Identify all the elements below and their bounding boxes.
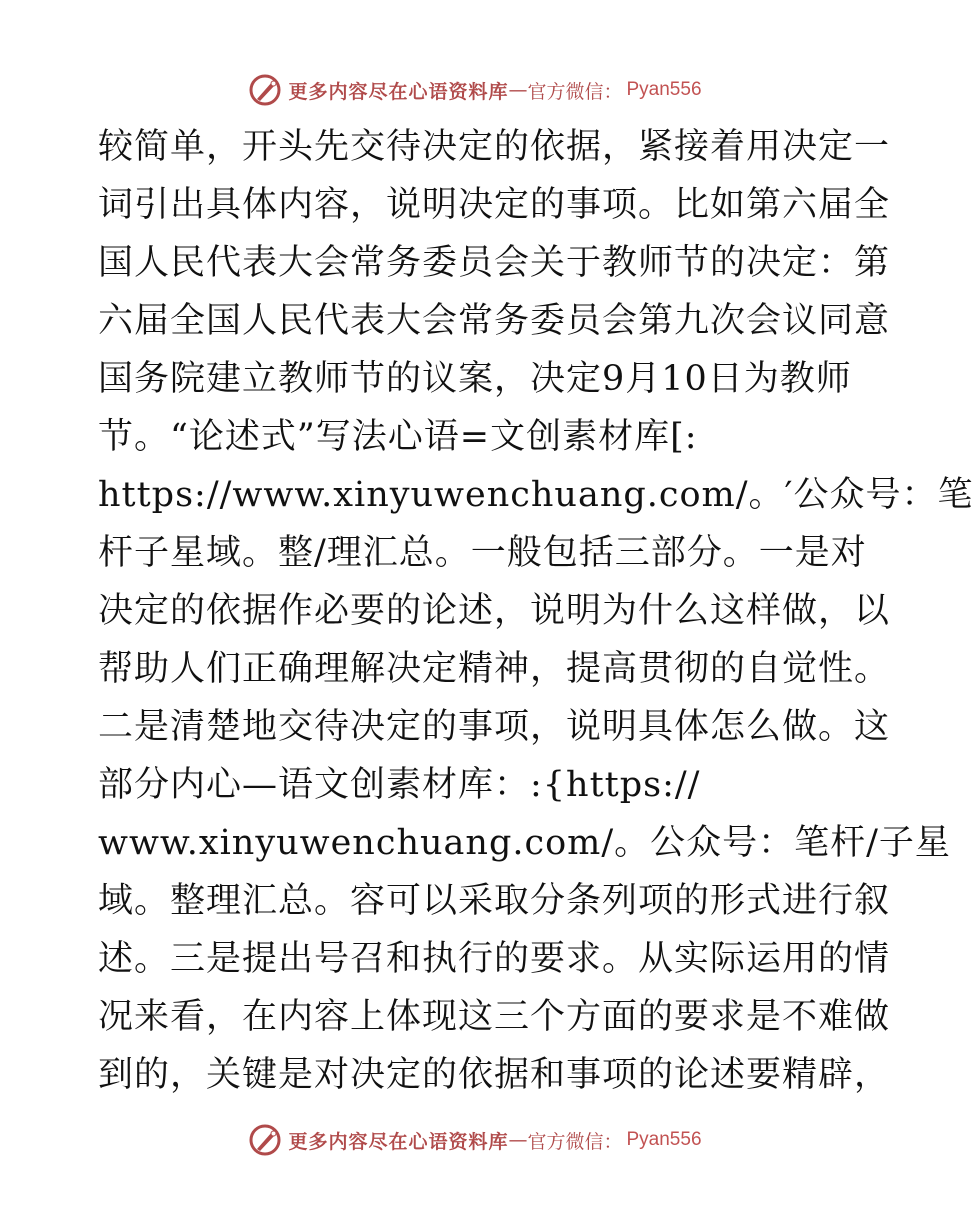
body-line: 二是清楚地交待决定的事项，说明具体怎么做。这 (98, 707, 891, 747)
body-line: 六届全国人民代表大会常务委员会第九次会议同意 (98, 301, 891, 341)
body-line: 词引出具体内容，说明决定的事项。比如第六届全 (98, 185, 891, 225)
body-line: 国务院建立教师节的议案，决定9月10日为教师 (98, 359, 852, 399)
banner-handle: Pyan556 (626, 79, 702, 100)
body-line: 决定的依据作必要的论述，说明为什么这样做，以 (98, 591, 891, 631)
banner-separator: — (508, 1129, 528, 1151)
body-line: 述。三是提出号召和执行的要求。从实际运用的情 (98, 939, 891, 979)
banner-separator: — (508, 79, 528, 101)
body-line: www.xinyuwenchuang.com/。公众号：笔杆/子星 (98, 823, 951, 863)
body-line: 到的，关键是对决定的依据和事项的论述要精辟， (98, 1055, 891, 1095)
body-line: 部分内心—语文创素材库：:{https:// (98, 765, 701, 805)
body-line: 国人民代表大会常务委员会关于教师节的决定：第 (98, 243, 891, 283)
body-line: 帮助人们正确理解决定精神，提高贯彻的自觉性。 (98, 649, 891, 689)
body-line: 域。整理汇总。容可以采取分条列项的形式进行叙 (98, 881, 891, 921)
banner-wechat-label: 官方微信： (527, 1130, 623, 1153)
body-line: 节。“论述式”写法心语=文创素材库[: (98, 417, 698, 457)
banner-brand: 更多内容尽在心语资料库 (288, 80, 509, 103)
document-body (98, 118, 974, 1104)
body-line: 况来看，在内容上体现这三个方面的要求是不难做 (98, 997, 891, 1037)
pen-logo-icon (248, 1123, 282, 1157)
body-line: 杆子星域。整/理汇总。一般包括三部分。一是对 (98, 533, 867, 573)
footer-banner (0, 1120, 950, 1160)
banner-handle: Pyan556 (626, 1129, 702, 1150)
pen-logo-icon (248, 73, 282, 107)
body-line: https://www.xinyuwenchuang.com/。′公众号：笔 (98, 475, 974, 515)
header-banner (0, 70, 950, 110)
body-line: 较简单，开头先交待决定的依据，紧接着用决定一 (98, 127, 891, 167)
banner-brand: 更多内容尽在心语资料库 (288, 1130, 509, 1153)
banner-wechat-label: 官方微信： (527, 80, 623, 103)
